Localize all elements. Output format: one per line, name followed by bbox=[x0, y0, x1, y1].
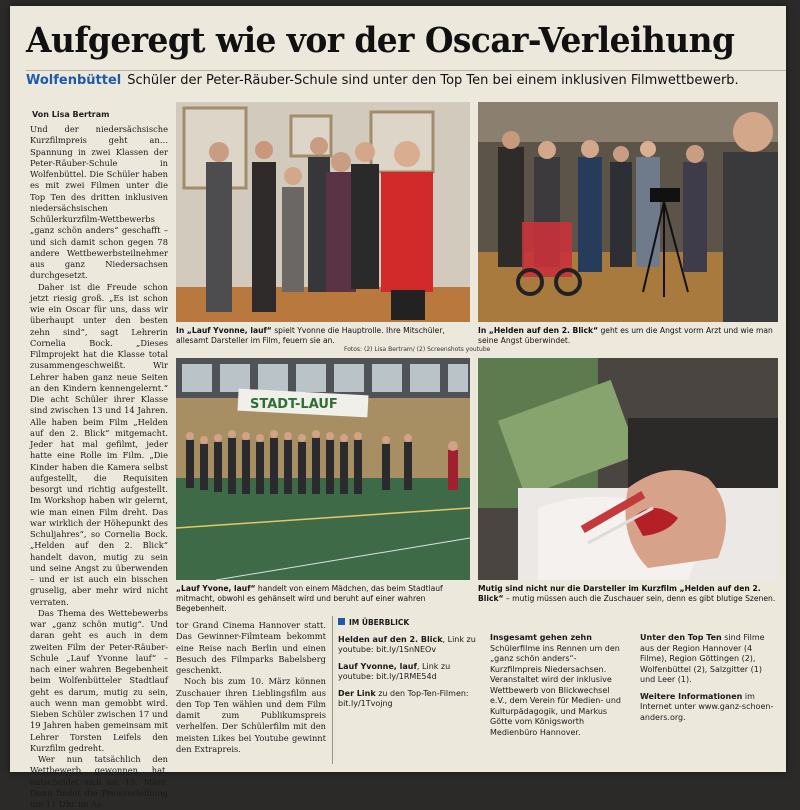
location-tag: Wolfenbüttel bbox=[26, 73, 122, 88]
subheadline-row bbox=[26, 70, 786, 97]
caption-bold: In „Lauf Yvonne, lauf“ bbox=[176, 326, 272, 335]
infobox-item bbox=[338, 662, 478, 683]
infobox-item-title: Der Link bbox=[338, 688, 376, 698]
photo-caption-gym bbox=[176, 584, 470, 614]
infobox-marker-icon bbox=[338, 618, 345, 625]
caption-bold: Mutig sind nicht nur die Darsteller im Kurzfilm „Helden auf den 2. Blick“ bbox=[478, 584, 761, 603]
infobox-item-title: Weitere Informationen bbox=[640, 691, 743, 701]
infobox-column-1 bbox=[338, 618, 478, 716]
paragraph: Wer nun tatsächlich den Wettbewerb gewonnen hat, entscheidet sich am 15. März. Dann findet die Preisverleihung um 11 Uhr im As- bbox=[30, 754, 168, 809]
infobox-header bbox=[338, 618, 478, 629]
caption-text: spielt Yvonne die Hauptrolle. Ihre Mitschüler, allesamt Darsteller im Film, feuern sie an. bbox=[176, 326, 445, 345]
infobox-item bbox=[640, 633, 778, 686]
banner-text: STADT-LAUF bbox=[250, 397, 338, 412]
infobox-item-text: Schülerfilme ins Rennen um den „ganz schön anders“-Kurzfilmpreis Niedersachsen. Veranstaltet wird der inklusive Wettbewerb von Blickwechsel e.V., dem Verein für Medien- und Kulturpädagogik, und Markus Götte vom Königsworth Medienbüro Hannover. bbox=[490, 643, 621, 737]
infobox-item bbox=[338, 689, 478, 710]
infobox-item bbox=[490, 633, 628, 738]
subheadline: Schüler der Peter-Räuber-Schule sind unter den Top Ten bei einem inklusiven Filmwettbewerb. bbox=[127, 73, 739, 88]
newspaper-page bbox=[10, 6, 786, 809]
article-column-1 bbox=[30, 124, 168, 809]
caption-text: handelt von einem Mädchen, das beim Stadtlauf mitmacht, obwohl es gehänselt wird und beruht auf einer wahren Begebenheit. bbox=[176, 584, 443, 613]
infobox-column-3 bbox=[640, 633, 778, 729]
paragraph: Daher ist die Freude schon jetzt riesig groß. „Es ist schon wie ein Oscar für uns, dass wir überhaupt unter den besten zehn sind“, sagt Lehrerin Cornelia Bock. „Dieses Filmprojekt hat die Klasse total zusammengeschweißt. Wir Lehrer haben ganz neue Seiten an den Kindern kennengelernt.“ Die acht Schüler ihrer Klasse sind zwischen 13 und 14 Jahren. Alle haben beim Film „Helden auf den 2. Blick“ mitgemacht. Jeder hat mal gefilmt, jeder hatte eine Rolle im Film. „Die Kinder haben die Kamera selbst aufgestellt, die Requisiten besorgt und richtig aufgestellt. Im Workshop haben wir gelernt, wie man einen Film dreht. Das war wirklich der Höhepunkt des Schuljahres“, so Cornelia Bock. „Helden auf den 2. Blick“ handelt davon, mutig zu sein und seine Angst zu überwenden – und er ist auch ein bisschen gruselig, aber mehr wird nicht verraten. bbox=[30, 281, 168, 607]
infobox-item-text: zu den Top-Ten-Filmen: bit.ly/1Tvojng bbox=[338, 688, 469, 708]
photo-caption-bloody-hand bbox=[478, 584, 778, 604]
caption-text: geht es um die Angst vorm Arzt und wie man seine Angst überwindet. bbox=[478, 326, 773, 345]
infobox-item bbox=[338, 635, 478, 656]
caption-text: – mutig müssen auch die Zuschauer sein, denn es gibt blutige Szenen. bbox=[503, 594, 776, 603]
photo-bloody-hand bbox=[478, 358, 778, 580]
photo-gym-stadtlauf bbox=[176, 358, 470, 580]
paragraph: Noch bis zum 10. März können Zuschauer ihren Lieblingsfilm aus den Top Ten wählen und dem Film damit zum Publikumspreis verhelfen. Der Schülerfilm mit den meisten Likes bei Youtube gewinnt den Extrapreis. bbox=[176, 676, 326, 754]
column-divider bbox=[332, 616, 333, 764]
paragraph: Und der niedersächsische Kurzfilmpreis geht an… Spannung in zwei Klassen der Peter-Räuber-Schule in Wolfenbüttel. Die Schüler haben es mit zwei Filmen unter die Top Ten des dritten inklusiven niedersächsischen Schülerkurzfilm-Wettbewerbs „ganz schön anders“ geschafft – und sich damit schon gegen 78 andere Wettbewerbsteilnehmer aus ganz Niedersachsen durchgesetzt. bbox=[30, 124, 168, 281]
infobox-item-text: im Internet unter www.ganz-schoen-anders.org. bbox=[640, 691, 774, 722]
infobox-item-title: Unter den Top Ten bbox=[640, 633, 722, 642]
byline: Von Lisa Bertram bbox=[32, 110, 110, 119]
infobox-item bbox=[640, 692, 778, 724]
infobox-item-title: Lauf Yvonne, lauf bbox=[338, 661, 417, 671]
infobox-item-title: Helden auf den 2. Blick bbox=[338, 634, 443, 644]
paragraph: Das Thema des Wettebewerbs war „ganz schön mutig“. Und daran geht es auch in dem zweiten Film der Peter-Räuber-Schule „Lauf Yvonne lauf“ – nach einer wahren Begebenheit beim Wolfenbütteler Stadtlauf geht es darum, mutig zu sein, auch wenn man gemobbt wird. Sieben Schüler zwischen 17 und 19 Jahren haben gemeinsam mit Lehrer Torsten Leifels den Kurzfilm gedreht. bbox=[30, 607, 168, 753]
headline: Aufgeregt wie vor der Oscar-Verleihung bbox=[26, 20, 735, 61]
infobox-header-text: IM ÜBERBLICK bbox=[349, 618, 410, 627]
photo-caption-class-group bbox=[176, 326, 470, 346]
photo-film-set-camera bbox=[478, 102, 778, 322]
caption-bold: In „Helden auf den 2. Blick“ bbox=[478, 326, 599, 335]
article-column-2 bbox=[176, 620, 326, 765]
infobox-item-text: , Link zu youtube: bit.ly/1SnNEOv bbox=[338, 634, 476, 654]
paragraph: tor Grand Cinema Hannover statt. Das Gewinner-Filmteam bekommt eine Reise nach Berlin und einen Besuch des Filmparks Babelsberg geschenkt. bbox=[176, 620, 326, 675]
photo-credit: Fotos: (2) Lisa Bertram/ (2) Screenshots youtube bbox=[344, 346, 491, 353]
photo-class-group bbox=[176, 102, 470, 322]
photo-caption-film-set bbox=[478, 326, 778, 346]
infobox-column-2 bbox=[490, 633, 628, 744]
infobox-item-title: Insgesamt gehen zehn bbox=[490, 633, 592, 642]
infobox-item-text: , Link zu youtube: bit.ly/1RME54d bbox=[338, 661, 451, 681]
infobox-item-text: sind Filme aus der Region Hannover (4 Filme), Region Göttingen (2), Wolfenbüttel (2), Salzgitter (1) und Leer (1). bbox=[640, 633, 765, 684]
caption-bold: „Lauf Yvone, lauf“ bbox=[176, 584, 256, 593]
